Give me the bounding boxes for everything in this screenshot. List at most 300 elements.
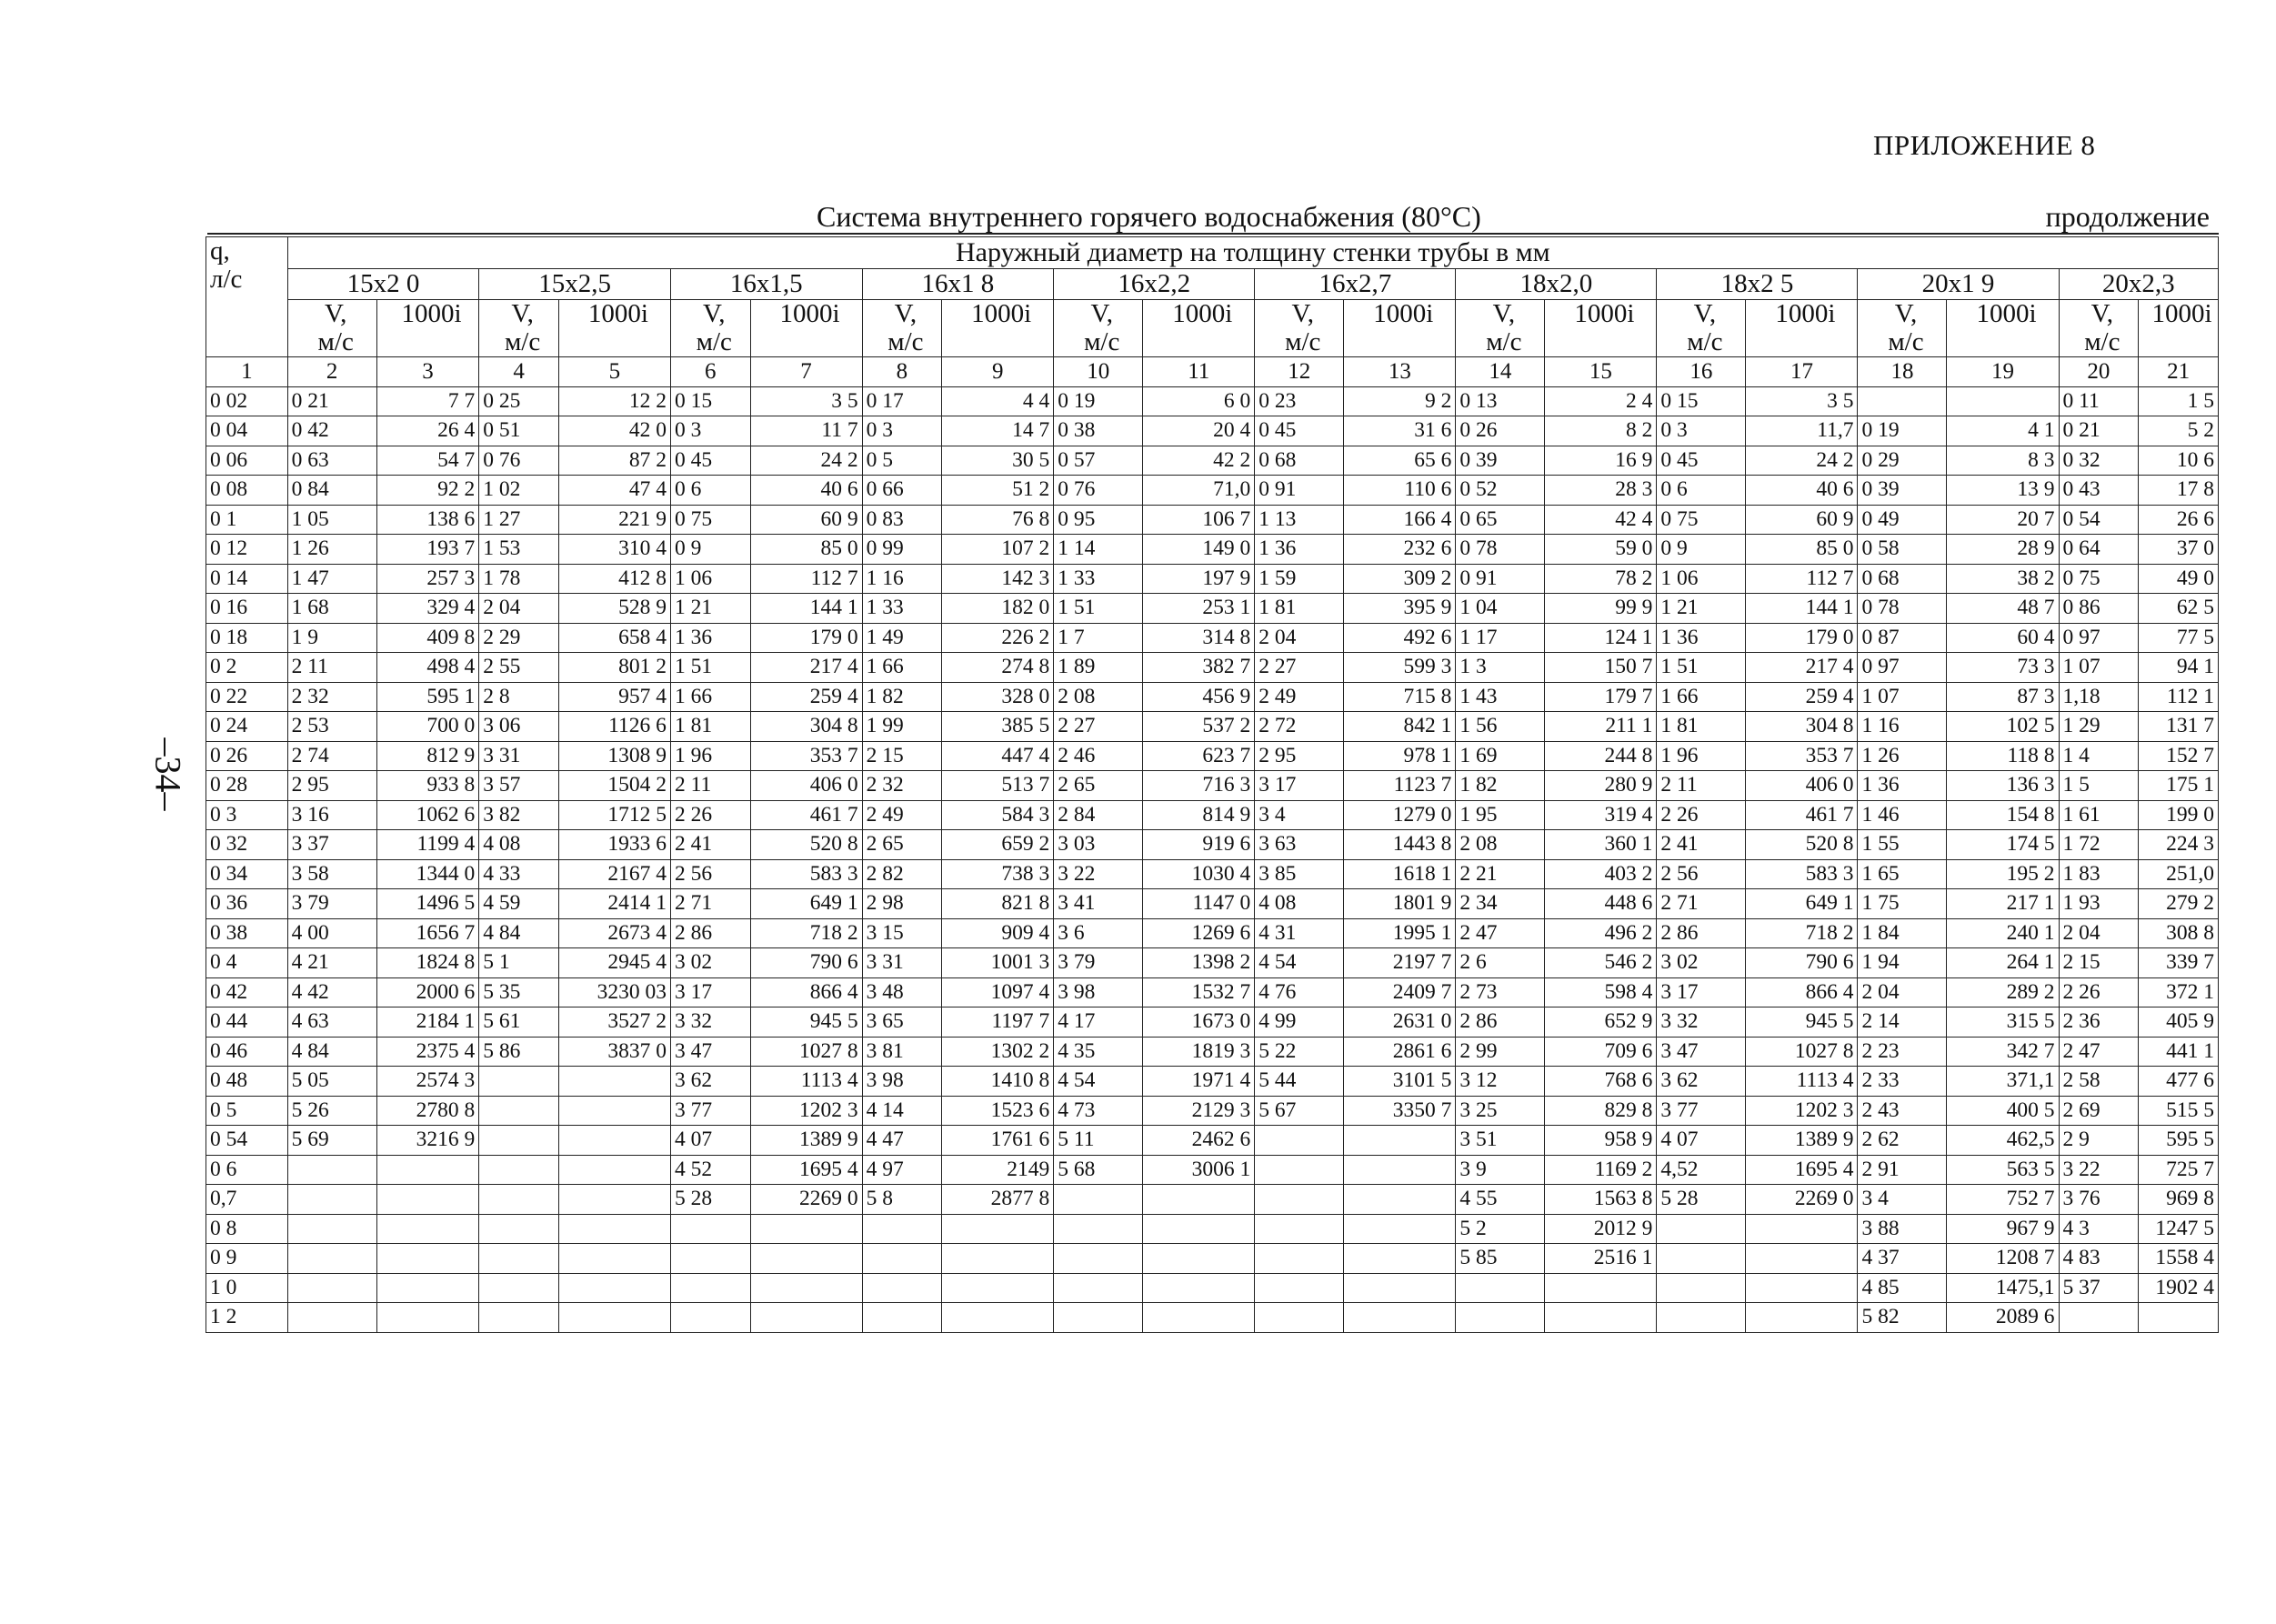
velocity-cell: 0 91	[1456, 564, 1545, 594]
velocity-cell: 3 4	[1255, 800, 1344, 830]
velocity-cell: 5 22	[1255, 1037, 1344, 1067]
head-loss-cell	[558, 1273, 670, 1303]
head-loss-cell	[1746, 1303, 1858, 1333]
velocity-cell	[2059, 1303, 2139, 1333]
velocity-cell: 2 33	[1858, 1067, 1947, 1097]
column-number: 18	[1858, 357, 1947, 387]
velocity-cell: 1 81	[670, 712, 750, 742]
table-row	[206, 1067, 2219, 1097]
velocity-cell: 1 36	[670, 623, 750, 653]
table-row	[206, 1126, 2219, 1156]
velocity-cell: 1 26	[287, 535, 376, 565]
head-loss-cell: 718 2	[750, 918, 862, 948]
head-loss-cell: 112 7	[1746, 564, 1858, 594]
velocity-cell: 1 61	[2059, 800, 2139, 830]
head-loss-cell: 5 2	[2139, 416, 2219, 446]
head-loss-cell: 60 4	[1947, 623, 2059, 653]
velocity-cell: 2 99	[1456, 1037, 1545, 1067]
velocity-cell: 4 54	[1255, 948, 1344, 978]
velocity-cell	[670, 1273, 750, 1303]
velocity-cell	[670, 1214, 750, 1244]
head-loss-header: 1000i	[1143, 300, 1255, 357]
velocity-cell: 1 51	[670, 653, 750, 683]
head-loss-cell	[942, 1303, 1054, 1333]
velocity-cell: 3 25	[1456, 1096, 1545, 1126]
velocity-cell	[287, 1303, 376, 1333]
velocity-cell: 5 28	[1657, 1185, 1746, 1215]
head-loss-cell: 2673 4	[558, 918, 670, 948]
head-loss-cell	[1344, 1244, 1456, 1274]
head-loss-cell: 59 0	[1545, 535, 1657, 565]
table-row	[206, 918, 2219, 948]
flow-cell: 1 2	[206, 1303, 288, 1333]
head-loss-cell: 768 6	[1545, 1067, 1657, 1097]
velocity-cell	[479, 1185, 559, 1215]
head-loss-cell: 106 7	[1143, 505, 1255, 535]
velocity-cell: 1 33	[1054, 564, 1143, 594]
velocity-cell: 1 06	[670, 564, 750, 594]
head-loss-cell	[558, 1155, 670, 1185]
velocity-cell: 2 53	[287, 712, 376, 742]
head-loss-cell: 958 9	[1545, 1126, 1657, 1156]
velocity-cell: 3 16	[287, 800, 376, 830]
head-loss-header: 1000i	[1746, 300, 1858, 357]
velocity-cell: 1,18	[2059, 682, 2139, 712]
velocity-cell: 3 17	[1657, 977, 1746, 1007]
pipe-size-header: 20x2,3	[2059, 269, 2218, 300]
velocity-cell: 1 55	[1858, 830, 1947, 860]
head-loss-cell: 1197 7	[942, 1007, 1054, 1038]
head-loss-cell: 700 0	[376, 712, 479, 742]
velocity-cell: 0 63	[287, 446, 376, 476]
velocity-cell: 0 84	[287, 476, 376, 506]
velocity-cell: 3 32	[1657, 1007, 1746, 1038]
velocity-cell: 0 83	[862, 505, 942, 535]
head-loss-cell: 412 8	[558, 564, 670, 594]
flow-cell: 0 42	[206, 977, 288, 1007]
velocity-cell: 4 33	[479, 859, 559, 889]
velocity-cell	[287, 1185, 376, 1215]
head-loss-cell: 1656 7	[376, 918, 479, 948]
head-loss-cell: 1443 8	[1344, 830, 1456, 860]
table-row	[206, 741, 2219, 771]
velocity-cell: 4 42	[287, 977, 376, 1007]
velocity-cell: 3 12	[1456, 1067, 1545, 1097]
velocity-cell: 0 75	[2059, 564, 2139, 594]
flow-cell: 0 54	[206, 1126, 288, 1156]
velocity-cell: 2 86	[670, 918, 750, 948]
velocity-cell: 4,52	[1657, 1155, 1746, 1185]
flow-cell: 0 1	[206, 505, 288, 535]
velocity-cell: 2 49	[1255, 682, 1344, 712]
head-loss-cell: 400 5	[1947, 1096, 2059, 1126]
head-loss-cell: 933 8	[376, 771, 479, 801]
velocity-cell: 2 04	[479, 594, 559, 624]
head-loss-cell: 339 7	[2139, 948, 2219, 978]
head-loss-cell: 1902 4	[2139, 1273, 2219, 1303]
velocity-cell: 2 6	[1456, 948, 1545, 978]
velocity-cell: 2 95	[1255, 741, 1344, 771]
head-loss-cell: 3216 9	[376, 1126, 479, 1156]
table-row	[206, 889, 2219, 919]
velocity-cell: 1 81	[1657, 712, 1746, 742]
velocity-cell: 2 71	[1657, 889, 1746, 919]
head-loss-cell	[558, 1067, 670, 1097]
velocity-cell: 1 56	[1456, 712, 1545, 742]
velocity-cell: 0 39	[1456, 446, 1545, 476]
velocity-cell: 4 14	[862, 1096, 942, 1126]
velocity-cell: 2 47	[2059, 1037, 2139, 1067]
velocity-cell: 0 26	[1456, 416, 1545, 446]
head-loss-cell	[1344, 1126, 1456, 1156]
head-loss-cell: 385 5	[942, 712, 1054, 742]
table-row	[206, 1007, 2219, 1038]
velocity-cell: 2 71	[670, 889, 750, 919]
head-loss-cell: 40 6	[750, 476, 862, 506]
head-loss-cell: 829 8	[1545, 1096, 1657, 1126]
head-loss-cell: 87 2	[558, 446, 670, 476]
head-loss-cell: 16 9	[1545, 446, 1657, 476]
velocity-cell: 0 49	[1858, 505, 1947, 535]
velocity-cell: 1 99	[862, 712, 942, 742]
head-loss-cell: 382 7	[1143, 653, 1255, 683]
head-loss-cell: 599 3	[1344, 653, 1456, 683]
head-loss-cell: 1027 8	[1746, 1037, 1858, 1067]
head-loss-cell: 65 6	[1344, 446, 1456, 476]
head-loss-cell: 54 7	[376, 446, 479, 476]
velocity-cell	[1858, 386, 1947, 416]
velocity-cell: 1 81	[1255, 594, 1344, 624]
head-loss-cell: 1202 3	[750, 1096, 862, 1126]
velocity-cell: 0 15	[670, 386, 750, 416]
velocity-cell: 1 82	[862, 682, 942, 712]
velocity-cell: 1 33	[862, 594, 942, 624]
head-loss-cell: 919 6	[1143, 830, 1255, 860]
head-loss-cell: 498 4	[376, 653, 479, 683]
diameter-span-header: Наружный диаметр на толщину стенки трубы в мм	[287, 237, 2218, 269]
head-loss-cell: 1062 6	[376, 800, 479, 830]
velocity-cell: 0 78	[1858, 594, 1947, 624]
velocity-cell: 4 47	[862, 1126, 942, 1156]
head-loss-cell: 492 6	[1344, 623, 1456, 653]
head-loss-cell: 144 1	[1746, 594, 1858, 624]
velocity-cell: 3 9	[1456, 1155, 1545, 1185]
pipe-size-header: 20x1 9	[1858, 269, 2059, 300]
head-loss-cell: 193 7	[376, 535, 479, 565]
head-loss-header: 1000i	[2139, 300, 2219, 357]
head-loss-cell: 1712 5	[558, 800, 670, 830]
head-loss-cell: 92 2	[376, 476, 479, 506]
head-loss-cell: 2197 7	[1344, 948, 1456, 978]
table-row	[206, 594, 2219, 624]
head-loss-cell: 716 3	[1143, 771, 1255, 801]
velocity-cell: 3 22	[2059, 1155, 2139, 1185]
head-loss-cell: 154 8	[1947, 800, 2059, 830]
velocity-cell: 2 04	[1255, 623, 1344, 653]
velocity-cell: 0 97	[1858, 653, 1947, 683]
head-loss-cell: 447 4	[942, 741, 1054, 771]
velocity-cell: 1 17	[1456, 623, 1545, 653]
head-loss-cell: 2409 7	[1344, 977, 1456, 1007]
velocity-cell: 2 73	[1456, 977, 1545, 1007]
head-loss-cell: 289 2	[1947, 977, 2059, 1007]
flow-cell: 0 06	[206, 446, 288, 476]
head-loss-cell: 179 0	[1746, 623, 1858, 653]
head-loss-cell: 1558 4	[2139, 1244, 2219, 1274]
head-loss-cell: 42 0	[558, 416, 670, 446]
flow-cell: 0 48	[206, 1067, 288, 1097]
head-loss-cell: 3837 0	[558, 1037, 670, 1067]
table-row	[206, 1185, 2219, 1215]
column-number: 4	[479, 357, 559, 387]
table-row	[206, 1244, 2219, 1274]
head-loss-cell: 174 5	[1947, 830, 2059, 860]
table-row	[206, 386, 2219, 416]
velocity-cell: 3 79	[1054, 948, 1143, 978]
head-loss-cell: 2414 1	[558, 889, 670, 919]
velocity-cell	[1054, 1273, 1143, 1303]
head-loss-cell	[1344, 1273, 1456, 1303]
head-loss-cell: 6 0	[1143, 386, 1255, 416]
head-loss-cell: 403 2	[1545, 859, 1657, 889]
head-loss-cell: 310 4	[558, 535, 670, 565]
velocity-cell: 0 87	[1858, 623, 1947, 653]
head-loss-cell: 1523 6	[942, 1096, 1054, 1126]
head-loss-cell: 8 2	[1545, 416, 1657, 446]
table-row	[206, 1303, 2219, 1333]
head-loss-cell: 4 4	[942, 386, 1054, 416]
flow-cell: 0 2	[206, 653, 288, 683]
velocity-cell: 1 5	[2059, 771, 2139, 801]
velocity-cell: 1 13	[1255, 505, 1344, 535]
head-loss-cell: 709 6	[1545, 1037, 1657, 1067]
flow-cell: 0 44	[206, 1007, 288, 1038]
velocity-cell: 3 02	[670, 948, 750, 978]
head-loss-cell: 461 7	[750, 800, 862, 830]
velocity-cell: 3 85	[1255, 859, 1344, 889]
velocity-cell: 1 84	[1858, 918, 1947, 948]
flow-cell: 0 26	[206, 741, 288, 771]
table-row	[206, 682, 2219, 712]
velocity-cell: 0 65	[1456, 505, 1545, 535]
velocity-cell: 3 6	[1054, 918, 1143, 948]
velocity-cell: 1 4	[2059, 741, 2139, 771]
velocity-cell: 2 41	[670, 830, 750, 860]
velocity-header: V, м/с	[670, 300, 750, 357]
head-loss-cell	[376, 1214, 479, 1244]
velocity-cell: 2 26	[2059, 977, 2139, 1007]
flow-cell: 0,7	[206, 1185, 288, 1215]
head-loss-cell: 2574 3	[376, 1067, 479, 1097]
velocity-cell: 3 63	[1255, 830, 1344, 860]
velocity-header: V, м/с	[862, 300, 942, 357]
velocity-cell: 1 68	[287, 594, 376, 624]
velocity-cell: 1 36	[1255, 535, 1344, 565]
head-loss-header: 1000i	[1545, 300, 1657, 357]
velocity-cell: 2 26	[1657, 800, 1746, 830]
head-loss-cell: 244 8	[1545, 741, 1657, 771]
velocity-cell: 2 36	[2059, 1007, 2139, 1038]
velocity-cell: 0 86	[2059, 594, 2139, 624]
head-loss-cell: 583 3	[1746, 859, 1858, 889]
head-loss-cell	[1344, 1303, 1456, 1333]
head-loss-cell: 715 8	[1344, 682, 1456, 712]
head-loss-cell: 224 3	[2139, 830, 2219, 860]
table-row	[206, 977, 2219, 1007]
velocity-cell	[287, 1244, 376, 1274]
head-loss-cell: 2000 6	[376, 977, 479, 1007]
column-number: 16	[1657, 357, 1746, 387]
head-loss-cell: 738 3	[942, 859, 1054, 889]
head-loss-cell: 342 7	[1947, 1037, 2059, 1067]
head-loss-cell: 866 4	[1746, 977, 1858, 1007]
table-row	[206, 1037, 2219, 1067]
head-loss-cell: 456 9	[1143, 682, 1255, 712]
head-loss-cell: 26 4	[376, 416, 479, 446]
head-loss-cell: 2129 3	[1143, 1096, 1255, 1126]
velocity-cell: 1 53	[479, 535, 559, 565]
velocity-cell: 1 21	[1657, 594, 1746, 624]
velocity-cell: 2 15	[2059, 948, 2139, 978]
velocity-cell: 0 17	[862, 386, 942, 416]
velocity-cell: 0 29	[1858, 446, 1947, 476]
table-row	[206, 1214, 2219, 1244]
velocity-cell: 5 61	[479, 1007, 559, 1038]
velocity-cell: 0 23	[1255, 386, 1344, 416]
table-caption	[207, 200, 2219, 233]
velocity-cell: 0 6	[670, 476, 750, 506]
head-loss-cell: 2462 6	[1143, 1126, 1255, 1156]
velocity-cell: 4 84	[287, 1037, 376, 1067]
velocity-cell: 1 72	[2059, 830, 2139, 860]
head-loss-cell: 1279 0	[1344, 800, 1456, 830]
velocity-cell: 4 07	[1657, 1126, 1746, 1156]
head-loss-cell: 1247 5	[2139, 1214, 2219, 1244]
velocity-cell	[670, 1303, 750, 1333]
velocity-cell: 0 76	[479, 446, 559, 476]
head-loss-cell: 166 4	[1344, 505, 1456, 535]
head-loss-cell: 179 7	[1545, 682, 1657, 712]
head-loss-cell: 583 3	[750, 859, 862, 889]
flow-cell: 0 36	[206, 889, 288, 919]
velocity-cell	[1054, 1244, 1143, 1274]
head-loss-cell	[558, 1303, 670, 1333]
velocity-cell	[1456, 1273, 1545, 1303]
velocity-cell: 1 06	[1657, 564, 1746, 594]
column-number: 11	[1143, 357, 1255, 387]
head-loss-cell: 2631 0	[1344, 1007, 1456, 1038]
table-row	[206, 771, 2219, 801]
velocity-cell	[1255, 1214, 1344, 1244]
head-loss-cell: 142 3	[942, 564, 1054, 594]
head-loss-cell	[1143, 1214, 1255, 1244]
column-number: 6	[670, 357, 750, 387]
head-loss-cell: 1496 5	[376, 889, 479, 919]
column-number: 20	[2059, 357, 2139, 387]
velocity-cell: 0 32	[2059, 446, 2139, 476]
velocity-cell: 1 89	[1054, 653, 1143, 683]
head-loss-cell: 71,0	[1143, 476, 1255, 506]
velocity-cell: 2 56	[670, 859, 750, 889]
head-loss-cell: 11,7	[1746, 416, 1858, 446]
head-loss-cell	[376, 1185, 479, 1215]
caption-rule	[207, 233, 2219, 235]
head-loss-cell: 546 2	[1545, 948, 1657, 978]
velocity-cell: 2 74	[287, 741, 376, 771]
velocity-cell: 3 06	[479, 712, 559, 742]
velocity-cell: 1 69	[1456, 741, 1545, 771]
head-loss-cell: 790 6	[1746, 948, 1858, 978]
head-loss-cell: 659 2	[942, 830, 1054, 860]
velocity-cell: 5 68	[1054, 1155, 1143, 1185]
velocity-cell: 1 96	[1657, 741, 1746, 771]
velocity-cell: 0 97	[2059, 623, 2139, 653]
head-loss-cell: 182 0	[942, 594, 1054, 624]
head-loss-cell: 315 5	[1947, 1007, 2059, 1038]
head-loss-cell: 232 6	[1344, 535, 1456, 565]
head-loss-cell: 842 1	[1344, 712, 1456, 742]
velocity-cell: 5 2	[1456, 1214, 1545, 1244]
velocity-cell: 4 31	[1255, 918, 1344, 948]
head-loss-cell: 718 2	[1746, 918, 1858, 948]
head-loss-cell: 801 2	[558, 653, 670, 683]
head-loss-cell	[1545, 1303, 1657, 1333]
flow-cell: 0 18	[206, 623, 288, 653]
velocity-cell	[1255, 1303, 1344, 1333]
head-loss-cell: 328 0	[942, 682, 1054, 712]
velocity-cell: 1 43	[1456, 682, 1545, 712]
head-loss-cell: 42 2	[1143, 446, 1255, 476]
velocity-cell: 5 37	[2059, 1273, 2139, 1303]
page-number: –34–	[147, 737, 189, 811]
head-loss-cell: 814 9	[1143, 800, 1255, 830]
velocity-cell: 1 78	[479, 564, 559, 594]
velocity-cell: 2 65	[862, 830, 942, 860]
hydraulic-table	[206, 236, 2219, 1333]
head-loss-cell: 40 6	[1746, 476, 1858, 506]
velocity-cell: 1 66	[1657, 682, 1746, 712]
head-loss-cell: 138 6	[376, 505, 479, 535]
velocity-cell: 4 84	[479, 918, 559, 948]
velocity-cell: 1 26	[1858, 741, 1947, 771]
column-number: 15	[1545, 357, 1657, 387]
velocity-header: V, м/с	[1255, 300, 1344, 357]
head-loss-cell	[1545, 1273, 1657, 1303]
head-loss-cell: 2089 6	[1947, 1303, 2059, 1333]
velocity-cell: 3 03	[1054, 830, 1143, 860]
head-loss-cell	[1143, 1273, 1255, 1303]
head-loss-cell: 3527 2	[558, 1007, 670, 1038]
head-loss-cell: 598 4	[1545, 977, 1657, 1007]
velocity-cell: 1 02	[479, 476, 559, 506]
head-loss-cell: 226 2	[942, 623, 1054, 653]
head-loss-cell: 2945 4	[558, 948, 670, 978]
velocity-cell: 4 35	[1054, 1037, 1143, 1067]
velocity-cell: 3 51	[1456, 1126, 1545, 1156]
head-loss-cell: 20 7	[1947, 505, 2059, 535]
velocity-cell: 1 51	[1054, 594, 1143, 624]
velocity-cell: 1 05	[287, 505, 376, 535]
velocity-cell: 4 52	[670, 1155, 750, 1185]
column-number: 9	[942, 357, 1054, 387]
head-loss-cell: 49 0	[2139, 564, 2219, 594]
velocity-cell: 1 16	[1858, 712, 1947, 742]
flow-cell: 0 3	[206, 800, 288, 830]
head-loss-cell: 353 7	[1746, 741, 1858, 771]
head-loss-cell: 448 6	[1545, 889, 1657, 919]
head-loss-cell: 264 1	[1947, 948, 2059, 978]
head-loss-cell: 537 2	[1143, 712, 1255, 742]
